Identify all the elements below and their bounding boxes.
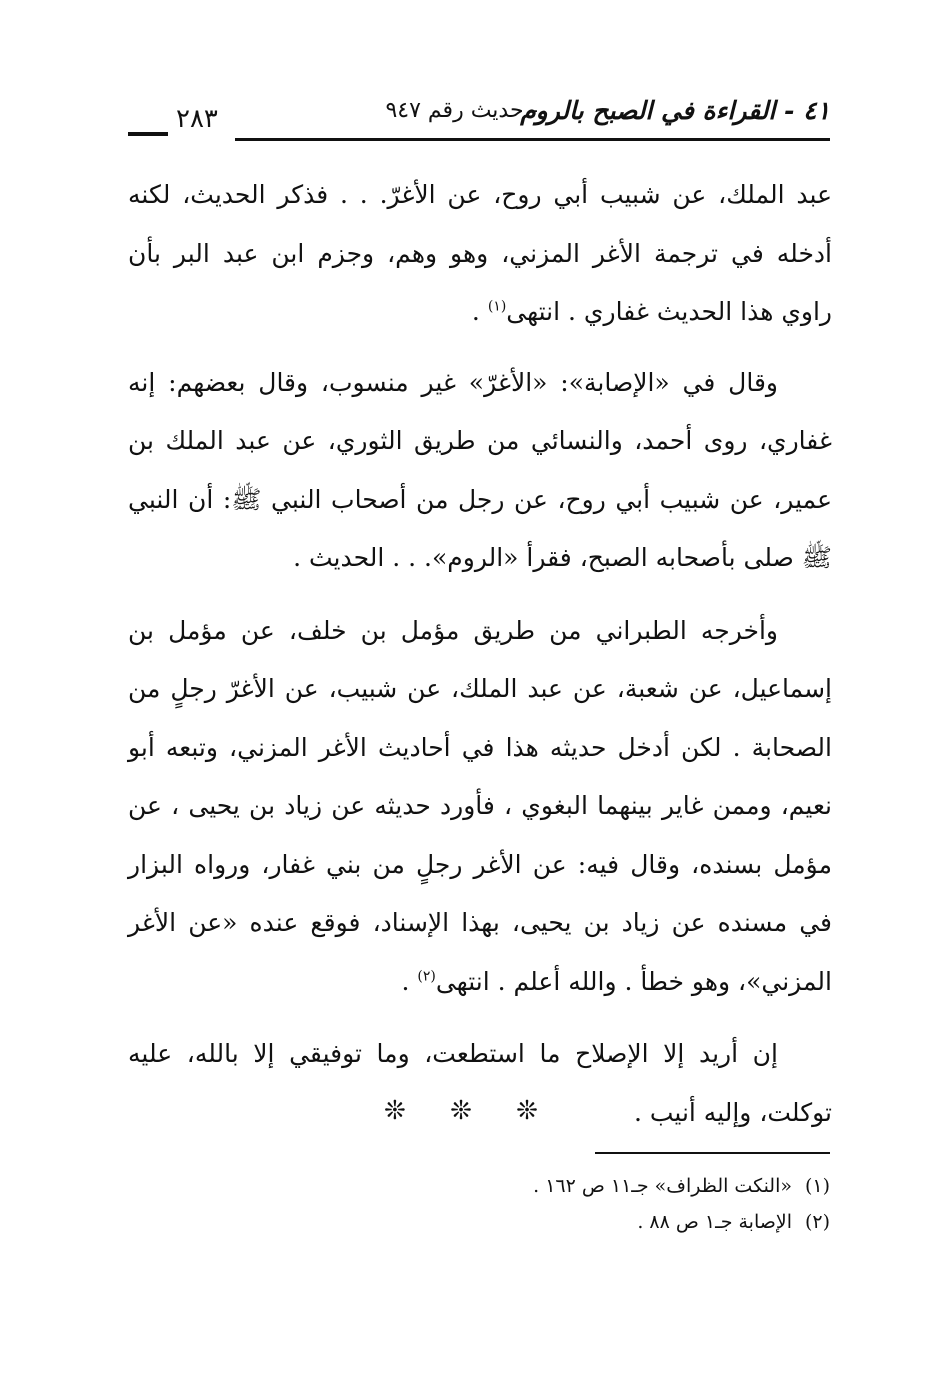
page-number: ٢٨٣	[176, 104, 218, 134]
running-header	[128, 96, 830, 144]
page-number-dash	[128, 132, 168, 136]
footnote-1-number: (١)	[804, 1175, 830, 1197]
footnote-rule	[595, 1152, 830, 1154]
paragraph-3-text: وأخرجه الطبراني من طريق مؤمل بن خلف، عن مؤمل بن إسماعيل، عن شعبة، عن عبد الملك، عن شبيب، عن الأغرّ رجلٍ من الصحابة . لكن أدخل حديثه هذا في أحاديث الأغر المزني، وتبعه أبو نعيم، وممن غاير بينهما البغوي ، فأورد حديثه عن زياد بن يحيى ، عن مؤمل بسنده، وقال فيه: عن الأغر رجلٍ من بني غفار، ورواه البزار في مسنده عن زياد بن يحيى، بهذا الإسناد، فوقع عنده «عن الأغر المزني»، وهو خطأ . والله أعلم . انتهى	[128, 615, 832, 996]
footnotes	[430, 1168, 830, 1240]
paragraph-2	[128, 354, 832, 588]
main-text	[128, 166, 832, 1156]
paragraph-4-text: إن أريد إلا الإصلاح ما استطعت، وما توفيقي إلا بالله، عليه توكلت، وإليه أنيب .	[128, 1039, 832, 1127]
paragraph-1-text: عبد الملك، عن شبيب أبي روح، عن الأغرّ. . . فذكر الحديث، لكنه أدخله في ترجمة الأغر المزني، وهو وهم، وجزم ابن عبد البر بأن راوي هذا الحديث غفاري . انتهى	[128, 180, 832, 326]
footnote-ref-1: (١)	[487, 298, 507, 315]
footnote-ref-2: (٢)	[417, 968, 436, 985]
footnote-2-text: الإصابة جـ١ ص ٨٨ .	[637, 1211, 792, 1233]
footnote-1	[430, 1168, 830, 1204]
paragraph-3	[128, 602, 832, 1012]
paragraph-1	[128, 166, 832, 342]
paragraph-2-text: وقال في «الإصابة»: «الأغرّ» غير منسوب، وقال بعضهم: إنه غفاري، روى أحمد، والنسائي من طريق الثوري، عن عبد الملك بن عمير، عن شبيب أبي روح، عن رجل من أصحاب النبي ﷺ: أن النبي ﷺ صلى بأصحابه الصبح، فقرأ «الروم». . . الحديث .	[128, 367, 832, 572]
chapter-title: ٤١ - القراءة في الصبح بالروم	[520, 96, 830, 125]
hadith-number: - حديث رقم ٩٤٧	[385, 98, 538, 123]
footnote-2	[430, 1204, 830, 1240]
footnote-2-number: (٢)	[804, 1211, 830, 1233]
header-rule	[235, 138, 830, 141]
footnote-1-text: «النكت الظراف» جـ١١ ص ١٦٢ .	[533, 1175, 792, 1197]
section-separator: ❊ ❊ ❊	[384, 1096, 556, 1126]
paragraph-1-end: .	[471, 297, 488, 326]
paragraph-3-end: .	[401, 966, 418, 996]
